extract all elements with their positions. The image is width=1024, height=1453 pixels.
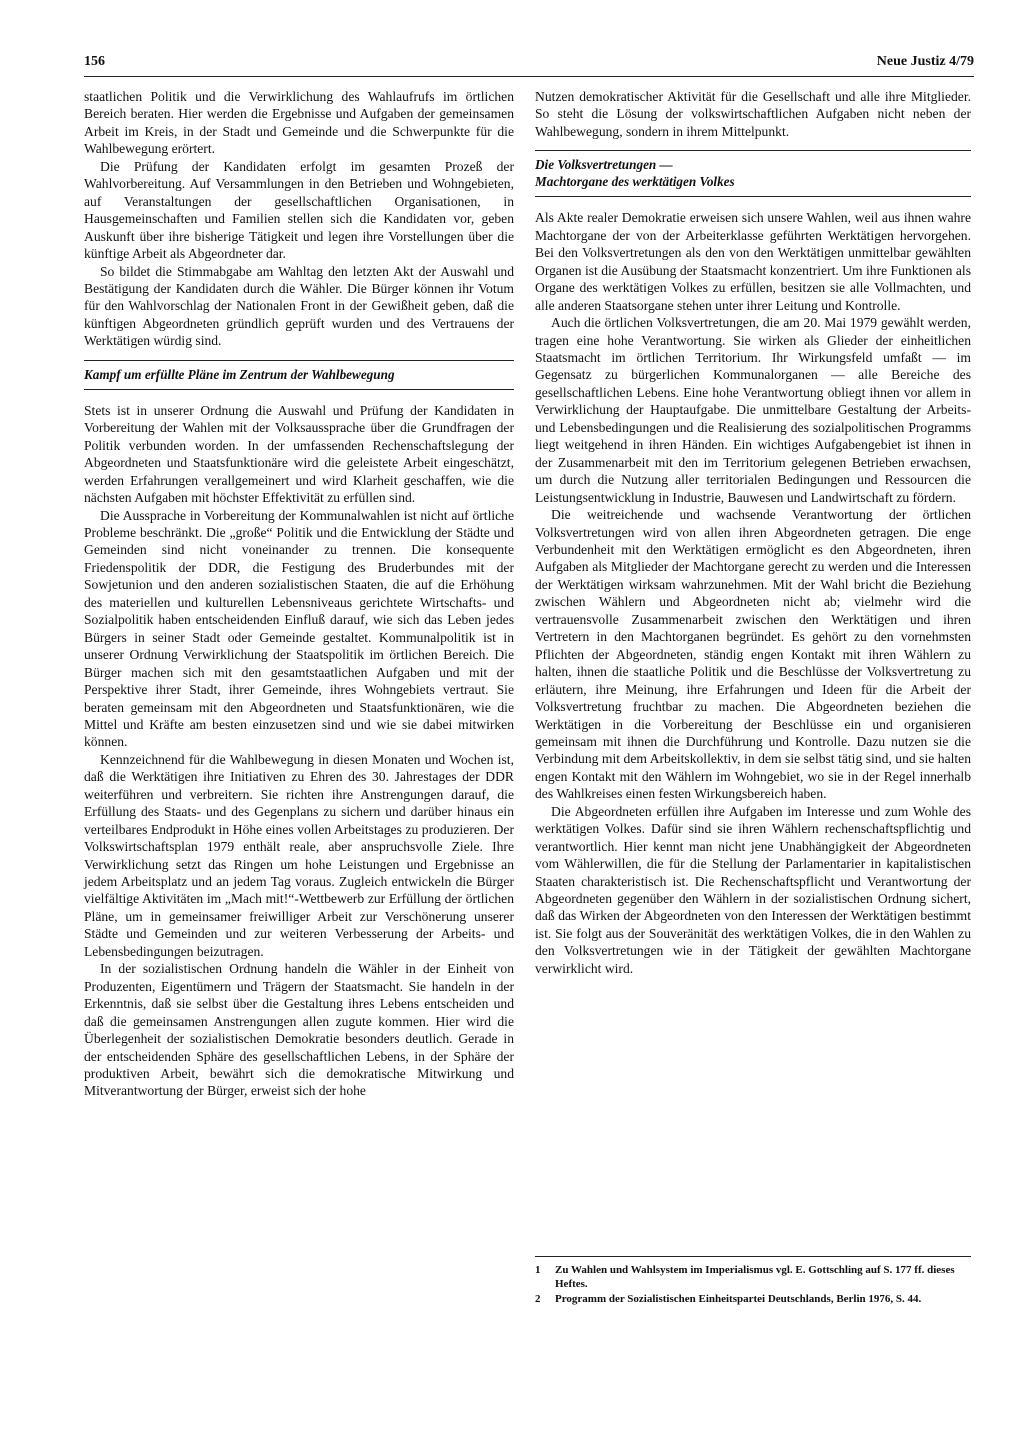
paragraph: Auch die örtlichen Volksvertretungen, die am 20. Mai 1979 gewählt werden, tragen eine hohe Verantwortung. Sie wirken als Glieder der einheitlichen Staatsmacht im örtlichen Territorium. Ihr Wirkungsfeld umfaßt — im Gegensatz zu bürgerlichen Kommunalorganen — alle Bereiche des gesellschaftlichen Lebens. Eine hohe Verantwortung obliegt ihnen vor allem in Verwirklichung der Hauptaufgabe. Die unmittelbare Gestaltung der Arbeits- und Lebensbedingungen und die Realisierung des sozialpolitischen Programms liegt weitgehend in ihren Händen. Ein wichtiges Aufgabengebiet ist ihnen in der Zusammenarbeit mit den im Territorium gelegenen Betrieben erwachsen, um durch die Nutzung aller territorialen Bedingungen und Ressourcen die Leistungsentwicklung in Industrie, Bauwesen und Landwirtschaft zu fördern. (535, 315, 971, 505)
paragraph: Die Prüfung der Kandidaten erfolgt im gesamten Prozeß der Wahlvorbereitung. Auf Versammlungen in den Betrieben und Wohngebieten, auf Veranstaltungen der gesellschaftlichen Organisationen, in Hausgemeinschaften und Familien stellen sich die Kandidaten vor, geben Auskunft über ihre bisherige Tätigkeit und legen ihre Vorstellungen über die künftige Arbeit als Abgeordneter dar. (84, 158, 514, 262)
paragraph: So bildet die Stimmabgabe am Wahltag den letzten Akt der Auswahl und Bestätigung der Kandidaten durch die Wähler. Die Bürger können ihr Votum für den Wahlvorschlag der Nationalen Front in der Gewißheit geben, daß die künftigen Abgeordneten gründlich geprüft wurden und des Vertrauens der Werktätigen würdig sind. (84, 263, 514, 349)
footnote-text: Zu Wahlen und Wahlsystem im Imperialismus vgl. E. Gottschling auf S. 177 ff. dieses Heftes. (555, 1264, 955, 1290)
footnote-text: Programm der Sozialistischen Einheitspartei Deutschlands, Berlin 1976, S. 44. (555, 1293, 922, 1305)
section-heading-text: Kampf um erfüllte Pläne im Zentrum der Wahlbewegung (84, 366, 395, 382)
right-column (535, 88, 971, 977)
paragraph: Nutzen demokratischer Aktivität für die Gesellschaft und alle ihre Mitglieder. So steht die Lösung der volkswirtschaftlichen Aufgaben nicht neben der Wahlbewegung, sondern in ihrem Mittelpunkt. (535, 89, 971, 139)
footnote-number: 1 (535, 1264, 541, 1276)
paragraph: Kennzeichnend für die Wahlbewegung in diesen Monaten und Wochen ist, daß die Werktätigen ihre Initiativen zu Ehren des 30. Jahrestages der DDR weiterführen und verbreitern. Sie richten ihre Anstrengungen darauf, die Erfüllung des Staats- und des Gegenplans zu sichern und darüber hinaus ein verteilbares Endprodukt in Höhe eines vollen Arbeitstages zu produzieren. Der Volkswirtschaftsplan 1979 enthält reale, aber anspruchsvolle Ziele. Ihre Verwirklichung setzt das Ringen um hohe Leistungen und Ergebnisse an jedem Arbeitsplatz und an jedem Tag voraus. Zugleich entwickeln die Bürger vielfältige Aktivitäten im „Mach mit!“-Wettbewerb zur Erfüllung der örtlichen Pläne, um in gemeinsamer freiwilliger Arbeit zur Verschönerung unserer Städte und Gemeinden und zur weiteren Verbesserung der Arbeits- und Lebensbedingungen beizutragen. (84, 751, 514, 959)
left-column (84, 88, 514, 1100)
section-heading-line: Die Volksvertretungen — (535, 157, 673, 173)
section-heading-line: Machtorgane des werktätigen Volkes (535, 174, 735, 190)
journal-issue: Neue Justiz 4/79 (876, 54, 974, 69)
footnote-number: 2 (535, 1293, 541, 1305)
page-header (84, 54, 974, 77)
footnote (535, 1293, 971, 1307)
footnote (535, 1264, 971, 1291)
page-number: 156 (84, 54, 105, 69)
paragraph: staatlichen Politik und die Verwirklichung des Wahlaufrufs im örtlichen Bereich beraten. Hier werden die Ergebnisse und Aufgaben der gemeinsamen Arbeit im Kreis, in der Stadt und Gemeinde und die Schwerpunkte für die Wahlbewegung erörtert. (84, 89, 514, 157)
paragraph: Die weitreichende und wachsende Verantwortung der örtlichen Volksvertretungen wird von allen ihren Abgeordneten getragen. Die enge Verbundenheit mit den Werktätigen ermöglicht es den Abgeordneten, ihren Aufgaben als Mitglieder der Machtorgane gerecht zu werden und die Interessen der Werktätigen wirksam wahrzunehmen. Mit der Wahl bricht die Beziehung zwischen Wählern und Abgeordneten nicht ab; vielmehr wird die vertrauensvolle Zusammenarbeit zwischen den Werktätigen und ihren Vertretern in den Machtorganen begründet. Es gehört zu den vornehmsten Pflichten der Abgeordneten, ständig engen Kontakt mit ihren Wählern zu halten, ihnen die staatliche Politik und die Beschlüsse der Volksvertretung zu erläutern, ihre Meinung, ihre Erfahrungen und Ideen für die Arbeit der Volksvertretung fruchtbar zu machen. Die Abgeordneten beziehen die Werktätigen in die Vorbereitung der Beschlüsse ein und organisieren gemeinsam mit ihnen die Durchführung und Kontrolle. Dazu nutzen sie die Verbindung mit dem Arbeitskollektiv, in dem sie selbst tätig sind, und sie halten engen Kontakt mit den Wählern im Wohngebiet, wo sie in der Regel innerhalb des Wahlkreises einen festen Wirkungsbereich haben. (535, 507, 971, 802)
section-heading (84, 360, 514, 390)
section-heading (535, 150, 971, 197)
footnotes (535, 1256, 971, 1309)
paragraph: Als Akte realer Demokratie erweisen sich unsere Wahlen, weil aus ihnen wahre Machtorgane der von der Arbeiterklasse geführten Werktätigen hervorgehen. Bei den Volksvertretungen als den von den Werktätigen unmittelbar gewählten Organen ist die Ausübung der Staatsmacht konzentriert. Um ihre Funktionen als Organe des werktätigen Volkes zu erfüllen, besitzen sie alle Vollmachten, und alle anderen Staatsorgane stehen unter ihrer Leitung und Kontrolle. (535, 210, 971, 313)
paragraph: Die Aussprache in Vorbereitung der Kommunalwahlen ist nicht auf örtliche Probleme beschränkt. Die „große“ Politik und die Entwicklung der Städte und Gemeinden sind nicht voneinander zu trennen. Die konsequente Friedenspolitik der DDR, die Festigung des Bruderbundes mit der Sowjetunion und den anderen sozialistischen Staaten, die auf die Erhöhung des materiellen und kulturellen Lebensniveaus gerichtete Wirtschafts- und Sozialpolitik haben entscheidenden Einfluß darauf, wie sich das Leben jedes Bürgers in seiner Stadt oder Gemeinde gestaltet. Kommunalpolitik ist in unserer Ordnung Verwirklichung der Staatspolitik im örtlichen Bereich. Die Bürger machen sich mit den gesamtstaatlichen Aufgaben und mit der Perspektive ihrer Stadt, ihrer Gemeinde, ihres Wohngebiets vertraut. Sie beraten gemeinsam mit den Abgeordneten und Staatsfunktionären, wie die Mittel und Kräfte am besten einzusetzen sind und wie sie dabei mitwirken können. (84, 507, 514, 750)
paragraph: In der sozialistischen Ordnung handeln die Wähler in der Einheit von Produzenten, Eigentümern und Trägern der Staatsmacht. Sie handeln in der Erkenntnis, daß sie selbst über die Gestaltung ihres Lebens entscheiden und daß die gemeinsamen Anstrengungen allen zugute kommen. Hier wird die Überlegenheit der sozialistischen Demokratie besonders deutlich. Gerade in der entscheidenden Sphäre des gesellschaftlichen Lebens, in der Sphäre der produktiven Arbeit, bewährt sich die demokratische Mitwirkung und Mitverantwortung der Bürger, erweist sich der hohe (84, 961, 514, 1099)
paragraph: Stets ist in unserer Ordnung die Auswahl und Prüfung der Kandidaten in Vorbereitung der Wahlen mit der Volksaussprache über die Grundfragen der Politik verbunden worden. In der umfassenden Rechenschaftslegung der Abgeordneten und Staatsfunktionäre wird die geleistete Arbeit eingeschätzt, werden Erfahrungen verallgemeinert und wird Klarheit geschaffen, wie die nächsten Aufgaben mit höchster Effektivität zu erfüllen sind. (84, 402, 514, 506)
paragraph: Die Abgeordneten erfüllen ihre Aufgaben im Interesse und zum Wohle des werktätigen Volkes. Dafür sind sie ihren Wählern rechenschaftspflichtig und verantwortlich. Hier kennt man nicht jene Unabhängigkeit der Abgeordneten vom Wählerwillen, die für die Stellung der Parlamentarier in kapitalistischen Staaten charakteristisch ist. Die Rechenschaftspflicht und Verantwortung der Abgeordneten gegenüber den Wählern in der sozialistischen Ordnung sichert, daß das Wirken der Abgeordneten von den Interessen der Werktätigen bestimmt ist. Sie folgt aus der Souveränität des werktätigen Volkes, die in den Wahlen zu den Volksvertretungen wie in der Tätigkeit der gewählten Machtorgane verwirklicht wird. (535, 803, 971, 976)
